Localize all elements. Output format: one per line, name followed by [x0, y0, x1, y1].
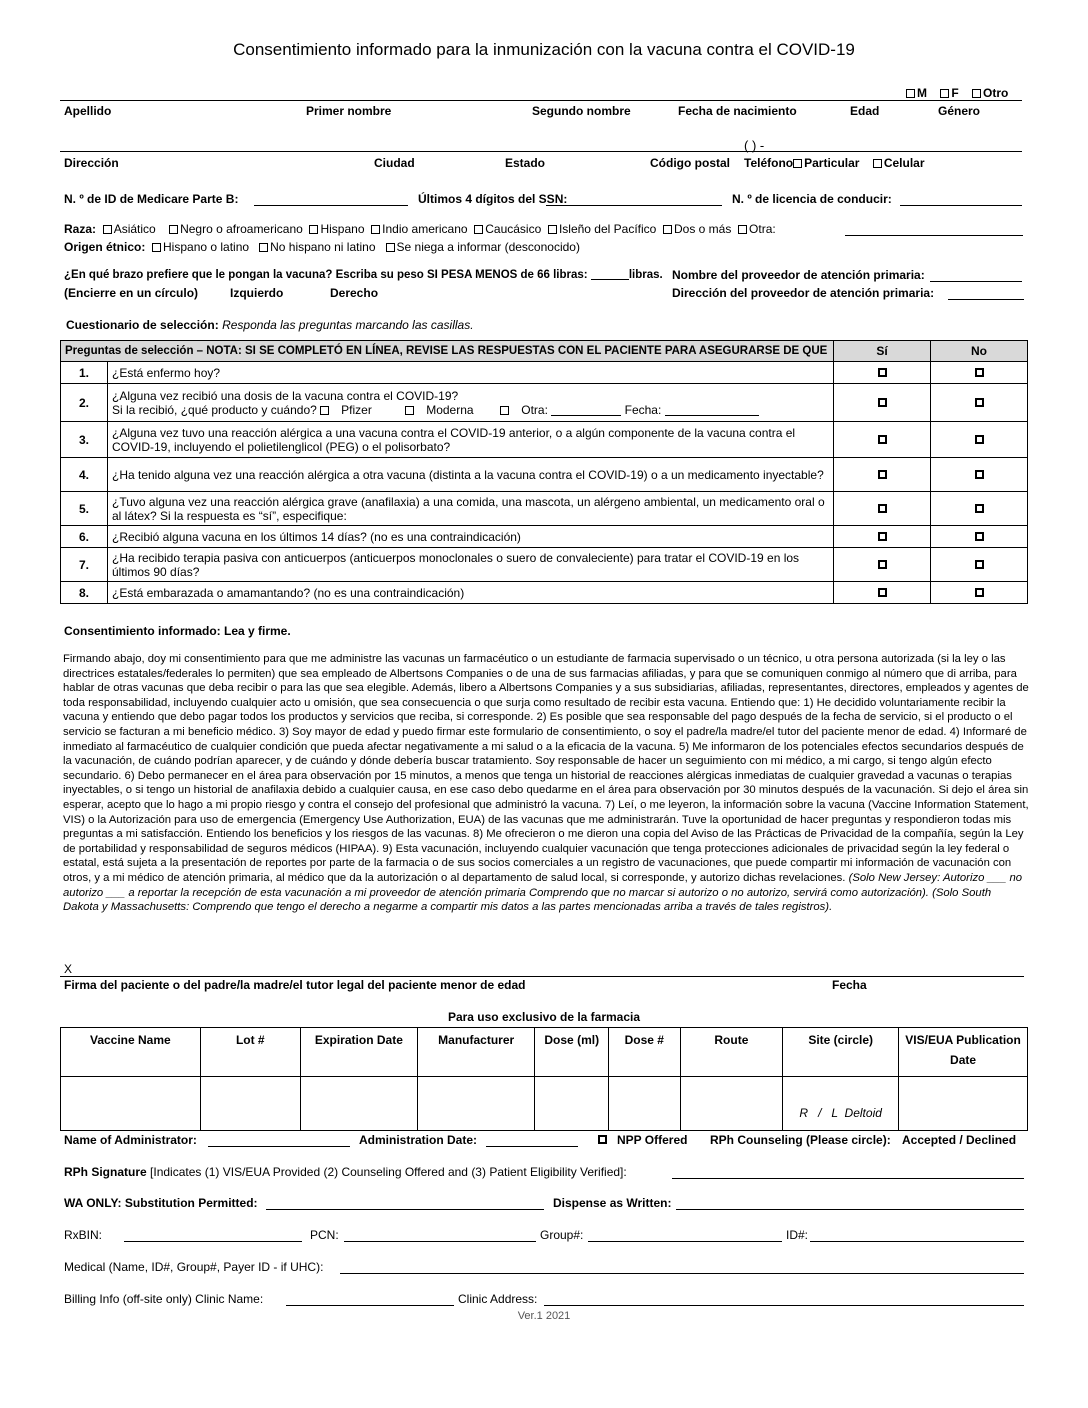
rph-counseling-label: RPh Counseling (Please circle): — [710, 1133, 891, 1147]
q3-no-checkbox[interactable] — [975, 435, 984, 444]
pcn-label: PCN: — [310, 1228, 339, 1242]
npp-checkbox[interactable] — [598, 1135, 607, 1144]
table-row: 5. ¿Tuvo alguna vez una reacción alérgica grave (anafilaxia) a una comida, una mascota, un alérgeno ambiental, un medicamento oral o al látex? Si la respuesta es “sí”, especifique: — [61, 492, 1028, 526]
header-yes: Sí — [834, 341, 931, 362]
q2-otra-field[interactable] — [551, 404, 621, 416]
phone-format: ( ) - — [744, 138, 765, 153]
checkbox-eth-1[interactable] — [152, 243, 161, 252]
q6-yes-checkbox[interactable] — [878, 532, 887, 541]
q2-moderna-checkbox[interactable] — [405, 406, 414, 415]
label-codigo-postal: Código postal — [650, 156, 730, 170]
q2-otra-checkbox[interactable] — [500, 406, 509, 415]
id-label: ID#: — [786, 1228, 809, 1242]
clinic-address-label: Clinic Address: — [458, 1292, 538, 1306]
cell-manufacturer[interactable] — [417, 1077, 535, 1131]
admin-name-label: Name of Administrator: — [64, 1133, 197, 1147]
page-title: Consentimiento informado para la inmunización con la vacuna contra el COVID-19 — [233, 40, 855, 59]
license-field[interactable] — [900, 205, 1022, 206]
q8-no-checkbox[interactable] — [975, 588, 984, 597]
consent-heading: Consentimiento informado: Lea y firme. — [64, 624, 291, 638]
table-row: 3. ¿Alguna vez tuvo una reacción alérgica a una vacuna contra el COVID-19 anterior, o a algún componente de la vacuna contra el COVID-19, incluyendo el polietilenglicol (PEG) o el polisorbato? — [61, 422, 1028, 458]
checkbox-eth-3[interactable] — [386, 243, 395, 252]
medical-field[interactable] — [340, 1273, 1024, 1274]
q5-no-checkbox[interactable] — [975, 504, 984, 513]
cell-route[interactable] — [680, 1077, 783, 1131]
address-line[interactable] — [60, 151, 1022, 152]
col-vaccine-name: Vaccine Name — [61, 1028, 201, 1077]
col-expiration: Expiration Date — [300, 1028, 417, 1077]
nj-clause: (Solo New Jersey: Autorizo ___ no autorizo ___ a reportar la recepción de esta vacunación a mi proveedor de atención primaria Comprendo que no marcar si autorizo o no autorizo, servirá como autorización). — [63, 871, 1023, 899]
checkbox-celular[interactable] — [873, 159, 882, 168]
arm-right[interactable]: Derecho — [330, 286, 379, 300]
col-dose-num: Dose # — [609, 1028, 681, 1077]
admin-name-field[interactable] — [208, 1146, 350, 1147]
screening-header-text: Preguntas de selección – NOTA: SI SE COMPLETÓ EN LÍNEA, REVISE LAS RESPUESTAS CON EL PACIENTE PARA ASEGURARSE DE QUE — [61, 341, 834, 362]
table-row: 7. ¿Ha recibido terapia pasiva con anticuerpos (anticuerpos monoclonales o suero de convaleciente) para tratar el COVID-19 en los últimos 90 días? — [61, 548, 1028, 582]
q7-yes-checkbox[interactable] — [878, 560, 887, 569]
signature-x: X — [64, 962, 73, 976]
medicare-label: N. º de ID de Medicare Parte B: — [64, 192, 239, 206]
rph-signature-field[interactable] — [672, 1178, 1024, 1179]
ssn-field[interactable] — [546, 205, 722, 206]
pharmacy-header — [61, 1028, 1028, 1077]
admin-date-label: Administration Date: — [359, 1133, 478, 1147]
q2-no-checkbox[interactable] — [975, 398, 984, 407]
admin-date-field[interactable] — [486, 1146, 578, 1147]
col-manufacturer: Manufacturer — [417, 1028, 535, 1077]
circle-label: (Encierre en un círculo) — [64, 286, 199, 300]
table-row: 6. ¿Recibió alguna vacuna en los últimos 14 días? (no es una contraindicación) — [61, 526, 1028, 548]
clinic-name-field[interactable] — [286, 1305, 454, 1306]
checkbox-particular[interactable] — [793, 159, 802, 168]
q2-yes-checkbox[interactable] — [878, 398, 887, 407]
accepted-declined[interactable]: Accepted / Declined — [902, 1133, 1017, 1147]
ethnicity-row: Origen étnico: Hispano o latino No hispano ni latino Se niega a informar (desconocido) — [64, 240, 580, 254]
checkbox-m[interactable] — [906, 89, 915, 98]
checkbox-race-7[interactable] — [663, 225, 672, 234]
header-no: No — [931, 341, 1028, 362]
clinic-address-field[interactable] — [544, 1305, 1024, 1306]
medicare-field[interactable] — [254, 205, 408, 206]
npp-offered: NPP Offered — [598, 1133, 687, 1147]
q4-no-checkbox[interactable] — [975, 470, 984, 479]
license-label: N. º de licencia de conducir: — [732, 192, 892, 206]
q7-no-checkbox[interactable] — [975, 560, 984, 569]
weight-field[interactable] — [591, 268, 629, 280]
pharmacy-table — [60, 1027, 1028, 1131]
q6-no-checkbox[interactable] — [975, 532, 984, 541]
cell-vaccine-name[interactable] — [61, 1077, 201, 1131]
questionnaire-title: Cuestionario de selección: Responda las preguntas marcando las casillas. — [66, 318, 474, 332]
wa-substitution-label: WA ONLY: Substitution Permitted: — [64, 1196, 258, 1210]
col-site: Site (circle) — [783, 1028, 899, 1077]
wa-substitution-field[interactable] — [266, 1209, 544, 1210]
pcp-address-field[interactable] — [948, 299, 1024, 300]
label-primer-nombre: Primer nombre — [306, 104, 392, 118]
group-label: Group#: — [540, 1228, 584, 1242]
q1-yes-checkbox[interactable] — [878, 368, 887, 377]
checkbox-f[interactable] — [940, 89, 949, 98]
sd-clause: (Solo South Dakota y Massachusetts: Comprendo que tengo el derecho a negarme a compartir mis datos a las partes mencionadas arriba a través de tales registros). — [63, 886, 992, 914]
billing-clinic-label: Billing Info (off-site only) Clinic Name: — [64, 1292, 264, 1306]
col-vis-date: VIS/EUA Publication Date — [899, 1028, 1028, 1077]
signature-label: Firma del paciente o del padre/la madre/el tutor legal del paciente menor de edad — [64, 978, 526, 992]
label-telefono: Teléfono Particular Celular — [744, 156, 925, 170]
cell-site[interactable]: R / L Deltoid — [783, 1077, 899, 1131]
gender-options: M F Otro — [906, 86, 1008, 100]
cell-dose-num[interactable] — [609, 1077, 681, 1131]
daw-label: Dispense as Written: — [553, 1196, 672, 1210]
arm-question: ¿En qué brazo prefiere que le pongan la vacuna? Escriba su peso SI PESA MENOS de 66 libras: libras. — [64, 269, 663, 281]
pcn-field[interactable] — [344, 1241, 536, 1242]
label-ciudad: Ciudad — [374, 156, 415, 170]
q4-yes-checkbox[interactable] — [878, 470, 887, 479]
rxbin-field[interactable] — [124, 1241, 302, 1242]
col-lot: Lot # — [200, 1028, 300, 1077]
label-estado: Estado — [505, 156, 546, 170]
checkbox-race-2[interactable] — [169, 225, 178, 234]
checkbox-race-5[interactable] — [474, 225, 483, 234]
cell-dose-ml[interactable] — [535, 1077, 609, 1131]
consent-text: Firmando abajo, doy mi consentimiento para que me administre las vacunas un farmacéutico o un estudiante de farmacia supervisado o un técnico, u otra persona autorizada (si la ley o las directrices estatales/federales lo permiten) que sea empleado de Albertsons Companies o de una de sus farmacias afiliadas, y para que se comuniquen conmigo al número que di arriba, para hablar de otras vacunas que deba recibir o para las que sea elegible. Además, libero a Albertsons Companies y a sus subsidiarias, afiliadas, representantes, directores, empleados y agentes de toda responsabilidad, incluyendo cualquier acto u omisión, que sea consecuencia o que surja como resultado de recibir esta vacuna. Entiendo que: 1) He decidido voluntariamente recibir la vacuna y entiendo que debo pagar todos los productos y servicios que reciba, si corresponde. 2) Es posible que sea responsable del pago después de la fecha de servicio, si el producto o el servicio se facturan a mi beneficio médico. 3) Soy mayor de edad y puedo firmar este formulario de consentimiento, o soy el padre/la madre/el tutor del paciente menor de edad. 4) Informaré de inmediato al farmacéutico de cualquier condición que pueda afectar negativamente a mi salud o a la eficacia de la vacuna. 5) Me informaron de los potenciales efectos secundarios después de la vacunación, de cuándo podrían aparecer, y de cuándo y dónde debería buscar tratamiento. Soy responsable de hacer un seguimiento con mi médico, a mi cargo, si tengo algún efecto secundario. 6) Debo permanecer en el área para observación por 15 minutos, a menos que tenga un historial de reacciones alérgicas inmediatas de cualquier gravedad a vacunas o terapias inyectables, o si tengo un historial de anafilaxia debido a cualquier causa, en ese caso debo quedarme en el área para observación por 30 minutos después de la vacunación. Si dejo el área sin esperar, acepto que lo hago a mi propio riesgo y contra el consejo del profesional que administró la vacuna. 7) Leí, o me leyeron, la información sobre la vacuna (Vaccine Information Statement, VIS) o la Autorización para uso de emergencia (Emergency Use Authorization, EUA) de las vacunas que me administrarán. Tuve la oportunidad de hacer preguntas y respondieron todas mis preguntas a mi satisfacción. Entiendo los beneficios y los riesgos de las vacunas. 8) Me ofrecieron o me dieron una copia del Aviso de las Prácticas de Privacidad de la compañía, según la Ley de portabilidad y responsabilidad de seguros médicos (HIPAA). 9) Esta vacunación, incluyendo cualquier vacunación que tenga protecciones adicionales de privacidad según la ley federal o estatal, está sujeta a la presentación de reportes por parte de la farmacia o de sus socios comerciales a un registro de vacunaciones, que puede compartir mi información de vacunación con otros, y a mi médico de atención primaria, al médico que da la autorización o al departamento de salud local, si corresponde, y autorizo dichas revelaciones. (Solo New Jersey: Autorizo ___ no autorizo ___ a reportar la recepción de esta vacunación a mi proveedor de atención primaria Comprendo que no marcar si autorizo o no autorizo, servirá como autorización). (Solo South Dakota y Massachusetts: Comprendo que tengo el derecho a negarme a compartir mis datos a las partes mencionadas arriba a través de tales registros). — [63, 653, 1029, 914]
pharmacy-title: Para uso exclusivo de la farmacia — [447, 1010, 641, 1024]
screening-table — [60, 340, 1028, 604]
table-row: 2. ¿Alguna vez recibió una dosis de la vacuna contra el COVID-19? Si la recibió, ¿qué producto y cuándo? Pfizer Moderna Otra: Fecha: — [61, 384, 1028, 422]
label-genero: Género — [938, 104, 981, 118]
pcp-name-field[interactable] — [930, 281, 1022, 282]
col-route: Route — [680, 1028, 783, 1077]
screening-header — [61, 341, 1028, 362]
checkbox-race-4[interactable] — [371, 225, 380, 234]
cell-lot[interactable] — [200, 1077, 300, 1131]
cell-expiration[interactable] — [300, 1077, 417, 1131]
q5-yes-checkbox[interactable] — [878, 504, 887, 513]
q1-no-checkbox[interactable] — [975, 368, 984, 377]
checkbox-race-1[interactable] — [103, 225, 112, 234]
cell-vis-date[interactable] — [899, 1077, 1028, 1131]
race-other-field[interactable] — [845, 235, 1023, 236]
id-field[interactable] — [810, 1241, 1024, 1242]
checkbox-race-6[interactable] — [548, 225, 557, 234]
label-fecha-nacimiento: Fecha de nacimiento — [678, 104, 797, 118]
signature-date-label: Fecha — [832, 978, 867, 992]
col-dose-ml: Dose (ml) — [535, 1028, 609, 1077]
name-line[interactable] — [60, 100, 1022, 101]
checkbox-eth-2[interactable] — [259, 243, 268, 252]
arm-left[interactable]: Izquierdo — [230, 286, 284, 300]
q3-yes-checkbox[interactable] — [878, 435, 887, 444]
pcp-address-label: Dirección del proveedor de atención primaria: — [672, 286, 935, 300]
daw-field[interactable] — [676, 1209, 1024, 1210]
table-row: 8. ¿Está embarazada o amamantando? (no es una contraindicación) — [61, 582, 1028, 604]
rxbin-label: RxBIN: — [64, 1228, 103, 1242]
checkbox-otro[interactable] — [972, 89, 981, 98]
checkbox-race-3[interactable] — [309, 225, 318, 234]
label-segundo-nombre: Segundo nombre — [532, 104, 631, 118]
checkbox-race-8[interactable] — [738, 225, 747, 234]
version-label: Ver.1 2021 — [517, 1310, 571, 1322]
label-direccion: Dirección — [64, 156, 119, 170]
label-edad: Edad — [850, 104, 880, 118]
q8-yes-checkbox[interactable] — [878, 588, 887, 597]
medical-label: Medical (Name, ID#, Group#, Payer ID - if UHC): — [64, 1260, 324, 1274]
race-row: Raza: Asiático Negro o afroamericano Hispano Indio americano Caucásico Isleño del Pacífico Dos o más Otra: — [64, 222, 776, 236]
table-row: 4. ¿Ha tenido alguna vez una reacción alérgica a otra vacuna (distinta a la vacuna contra el COVID-19) o a un medicamento inyectable? — [61, 458, 1028, 492]
table-row: 1. ¿Está enfermo hoy? — [61, 362, 1028, 384]
label-apellido: Apellido — [64, 104, 112, 118]
pharmacy-entry-row — [61, 1077, 1028, 1131]
group-field[interactable] — [588, 1241, 782, 1242]
signature-line[interactable] — [60, 976, 1024, 977]
pcp-name-label: Nombre del proveedor de atención primaria: — [672, 268, 925, 282]
q2-pfizer-checkbox[interactable] — [320, 406, 329, 415]
q2-fecha-field[interactable] — [665, 404, 759, 416]
rph-signature-label: RPh Signature [Indicates (1) VIS/EUA Provided (2) Counseling Offered and (3) Patient Eligibility Verified]: — [64, 1165, 627, 1179]
ssn-label: Últimos 4 dígitos del SSN: — [418, 192, 568, 206]
